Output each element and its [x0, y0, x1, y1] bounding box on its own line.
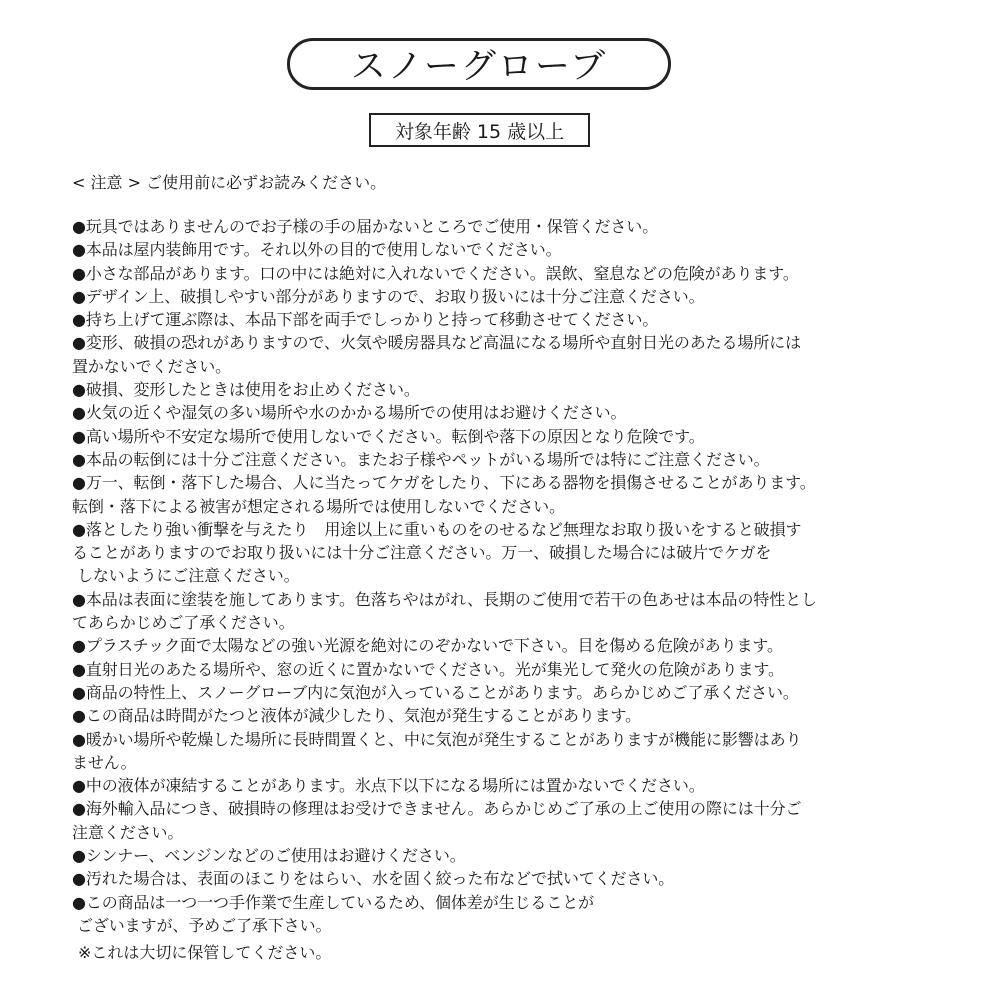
caution-item: ●高い場所や不安定な場所で使用しないでください。転倒や落下の原因となり危険です。 [72, 426, 705, 446]
caution-item: ●汚れた場合は、表面のほこりをはらい、水を固く絞った布などで拭いてください。 [72, 869, 675, 889]
caution-item: ●デザイン上、破損しやすい部分がありますので、お取り扱いには十分ご注意ください。 [72, 286, 705, 306]
product-title: スノーグローブ [287, 38, 671, 90]
storage-note: ※これは大切に保管してください。 [78, 943, 332, 962]
caution-item: ●暖かい場所や乾燥した場所に長時間置くと、中に気泡が発生することがありますが機能に影響はあり ません。 [72, 729, 802, 772]
caution-item: ●持ち上げて運ぶ際は、本品下部を両手でしっかりと持って移動させてください。 [72, 310, 659, 330]
caution-item: ●火気の近くや湿気の多い場所や水のかかる場所での使用はお避けください。 [72, 403, 627, 423]
caution-item: ●商品の特性上、スノーグローブ内に気泡が入っていることがあります。あらかじめご了承ください。 [72, 682, 799, 702]
caution-item: ●中の液体が凍結することがあります。氷点下以下になる場所には置かないでください。 [72, 776, 705, 796]
caution-item: ●海外輸入品につき、破損時の修理はお受けできません。あらかじめご了承の上ご使用の際には十分ご 注意ください。 [72, 799, 802, 842]
caution-item: ●本品は屋内装飾用です。それ以外の目的で使用しないでください。 [72, 240, 562, 260]
caution-item: ●破損、変形したときは使用をお止めください。 [72, 380, 420, 400]
caution-item: ●プラスチック面で太陽などの強い光源を絶対にのぞかないで下さい。目を傷める危険があります。 [72, 636, 783, 656]
caution-item: ●この商品は一つ一つ手作業で生産しているため、個体差が生じることが ございますが、予めご了承下さい。 [72, 892, 595, 935]
caution-item: ●本品の転倒には十分ご注意ください。またお子様やペットがいる場所では特にご注意ください。 [72, 449, 770, 469]
caution-item: ●落としたり強い衝撃を与えたり 用途以上に重いものをのせるなど無理なお取り扱いをすると破損す ることがありますのでお取り扱いには十分ご注意ください。万一、破損した場合には破片でケガを しないようにご注意ください。 [72, 519, 802, 586]
caution-list [72, 215, 922, 937]
caution-intro: < 注意 > ご使用前に必ずお読みください。 [72, 173, 387, 192]
caution-item: ●直射日光のあたる場所や、窓の近くに置かないでください。光が集光して発火の危険があります。 [72, 659, 784, 679]
caution-item: ●変形、破損の恐れがありますので、火気や暖房器具など高温になる場所や直射日光のあたる場所には 置かないでください。 [72, 333, 802, 376]
caution-item: ●本品は表面に塗装を施してあります。色落ちやはがれ、長期のご使用で若干の色あせは本品の特性とし てあらかじめご了承ください。 [72, 589, 817, 633]
caution-item: ●万一、転倒・落下した場合、人に当たってケガをしたり、下にある器物を損傷させることがあります。 転倒・落下による被害が想定される場所では使用しないでください。 [72, 473, 816, 516]
age-label: 対象年齢 15 歳以上 [369, 113, 590, 147]
caution-item: ●小さな部品があります。口の中には絶対に入れないでください。誤飲、窒息などの危険があります。 [72, 263, 799, 283]
caution-item: ●シンナー、ベンジンなどのご使用はお避けください。 [72, 846, 466, 866]
caution-item: ●この商品は時間がたつと液体が減少したり、気泡が発生することがあります。 [72, 706, 642, 726]
caution-item: ●玩具ではありませんのでお子様の手の届かないところでご使用・保管ください。 [72, 217, 659, 236]
